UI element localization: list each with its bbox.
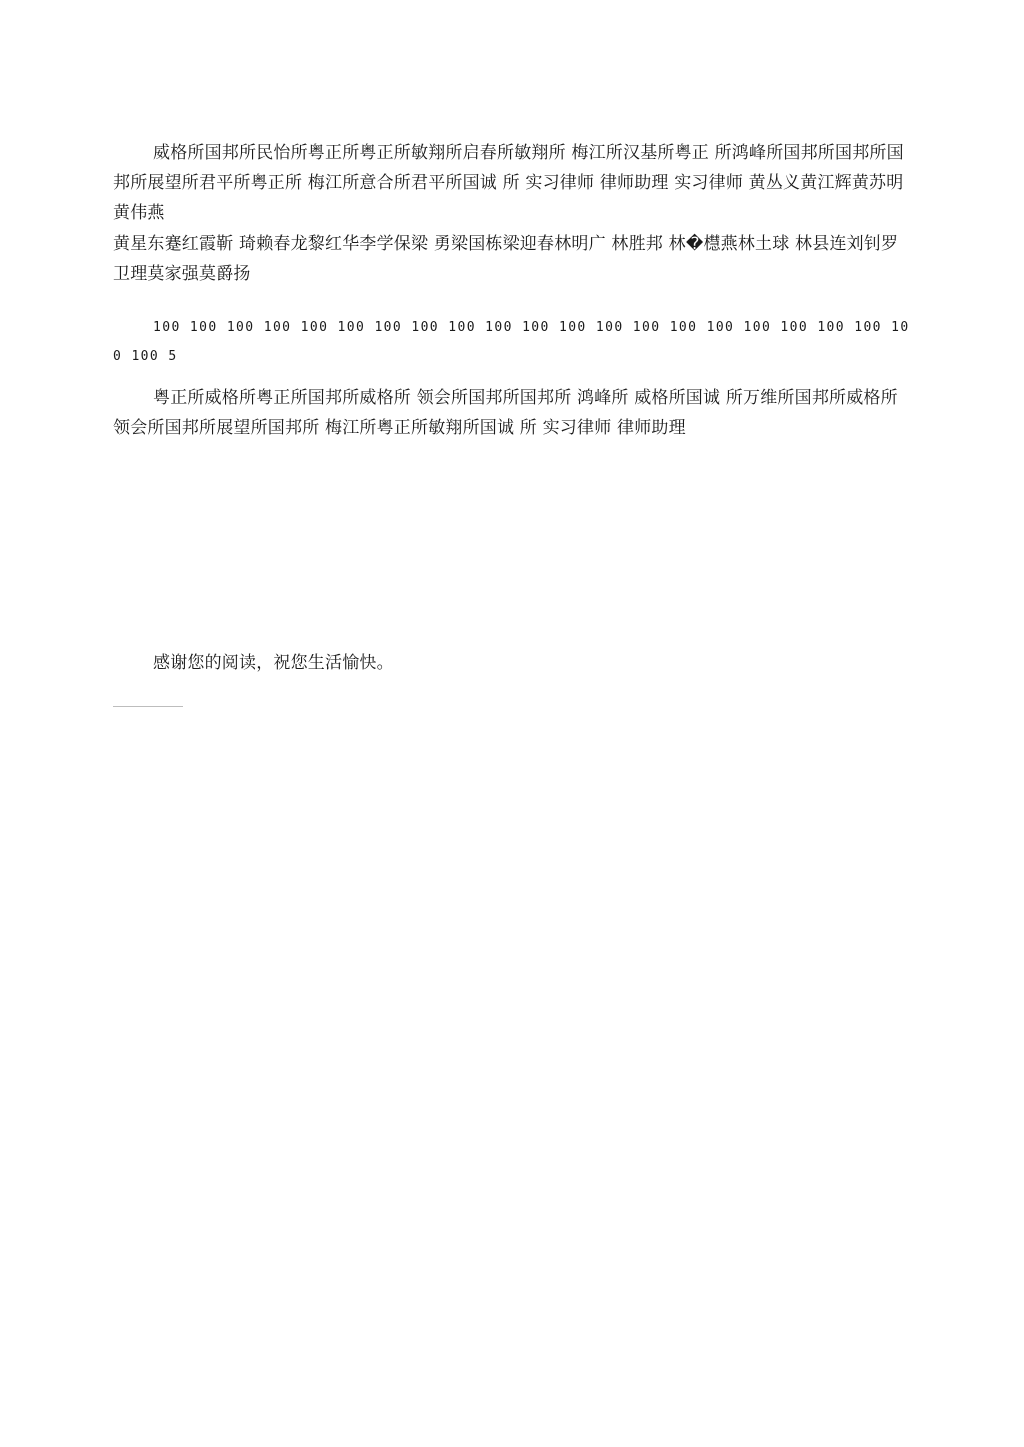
paragraph-names-list: 黄星东蹇红霞靳 琦赖春龙黎红华李学保梁 勇梁国栋梁迎春林明广 林胜邦 林�櫘燕林土球 林县连刘钊罗卫理莫家强莫爵扬 [113,234,899,284]
paragraph-firms-second: 粤正所威格所粤正所国邦所威格所 领会所国邦所国邦所 鸿峰所 威格所国诚 所万维所国邦所威格所 领会所国邦所展望所国邦所 梅江所粤正所敏翔所国诚 所 实习律师 律师助理 [113,388,898,438]
paragraph-scores: 100 100 100 100 100 100 100 100 100 100 100 100 100 100 100 100 100 100 100 100 100 100 5 [113,320,910,364]
paragraph-firms-and-names: 威格所国邦所民怡所粤正所粤正所敏翔所启春所敏翔所 梅江所汉基所粤正 所鸿峰所国邦所国邦所国邦所展望所君平所粤正所 梅江所意合所君平所国诚 所 实习律师 律师助理 实习律师 黄丛义黄江辉黄苏明黄伟燕 [113,143,904,223]
divider-line [113,706,183,707]
closing-message: 感谢您的阅读，祝您生活愉快。 [153,653,394,673]
